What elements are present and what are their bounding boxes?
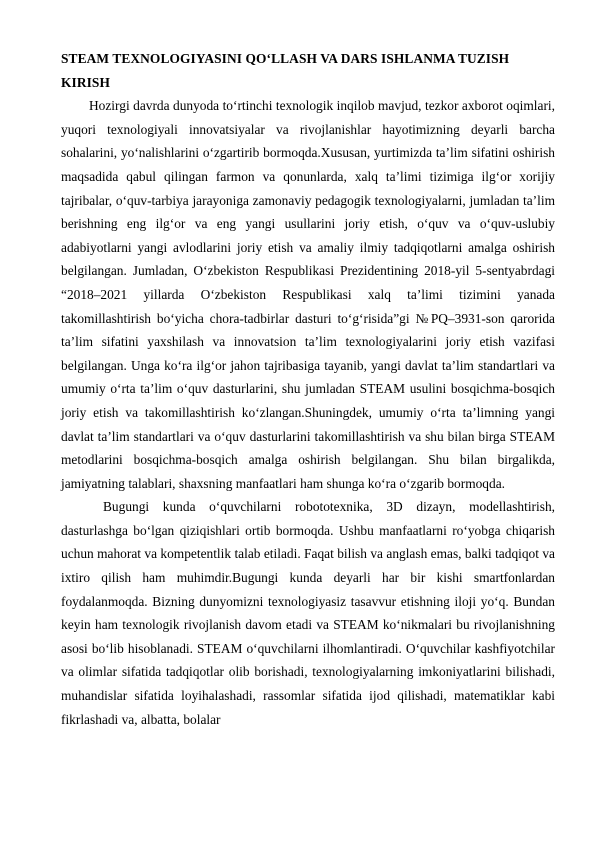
- document-page: [61, 47, 555, 731]
- document-title: STEAM TEXNOLOGIYASINI QO‘LLASH VA DARS ISHLANMA TUZISH KIRISH: [61, 51, 510, 90]
- paragraph-intro: Hozirgi davrda dunyoda to‘rtinchi texnologik inqilob mavjud, tezkor axborot oqimlari, yuqori texnologiyali innovatsiyalar va rivojlanishlar hayotimizning deyarli barcha sohalarini, yo‘nalishlarini o‘zgartirib bormoqda.Xususan, yurtimizda ta’lim sifatini oshirish maqsadida qabul qilingan farmon va qonunlarda, xalq ta’limi tizimiga ilg‘or xorijiy tajribalar, o‘quv-tarbiya jarayoniga zamonaviy pedagogik texnologiyalarni, jumladan ta’lim berishning eng ilg‘or va eng yangi usullarini joriy etish, o‘quv va o‘quv-uslubiy adabiyotlarni yangi avlodlarini joriy etish va amaliy ilmiy tadqiqotlarni amalga oshirish belgilangan. Jumladan, O‘zbekiston Respublikasi Prezidentining 2018-yil 5-sentyabrdagi “2018–2021 yillarda O‘zbekiston Respublikasi xalq ta’limi tizimini yanada takomillashtirish bo‘yicha chora-tadbirlar dasturi to‘g‘risida”gi №PQ–3931-son qarorida ta’lim sifatini yaxshilash va innovatsion ta’lim texnologiyalarini joriy etish vazifasi belgilangan. Unga ko‘ra ilg‘or jahon tajribasiga tayanib, yangi davlat ta’lim standartlari va umumiy o‘rta ta’lim o‘quv dasturlarini, shu jumladan STEAM usulini bosqichma-bosqich joriy etish va takomillashtirish ko‘zlangan.Shuningdek, umumiy o‘rta ta’limning yangi davlat ta’lim standartlari va o‘quv dasturlarini takomillashtirish va shu bilan birga STEAM metodlarini bosqichma-bosqich amalga oshirish belgilangan. Shu bilan birgalikda, jamiyatning talablari, shaxsning manfaatlari ham shunga ko‘ra o‘zgarib bormoqda.: [61, 98, 555, 491]
- paragraph-today: Bugungi kunda o‘quvchilarni robototexnika, 3D dizayn, modellashtirish, dasturlashga bo‘lgan qiziqishlari ortib bormoqda. Ushbu manfaatlarni ro‘yobga chiqarish uchun mahorat va kompetentlik talab etiladi. Faqat bilish va anglash emas, balki tadqiqot va ixtiro qilish ham muhimdir.Bugungi kunda deyarli har bir kishi smartfonlardan foydalanmoqda. Bizning dunyomizni texnologiyasiz tasavvur etishning iloji yo‘q. Bundan keyin ham texnologik rivojlanish davom etadi va STEAM ko‘nikmalari bu rivojlanishning asosi bo‘lib hisoblanadi. STEAM o‘quvchilarni ilhomlantiradi. O‘quvchilar kashfiyotchilar va olimlar sifatida tadqiqotlar olib borishadi, texnologiyalarning imkoniyatlarini bilishadi, muhandislar sifatida loyihalashadi, rassomlar sifatida ijod qilishadi, matematiklar kabi fikrlashadi va, albatta, bolalar: [61, 499, 555, 727]
